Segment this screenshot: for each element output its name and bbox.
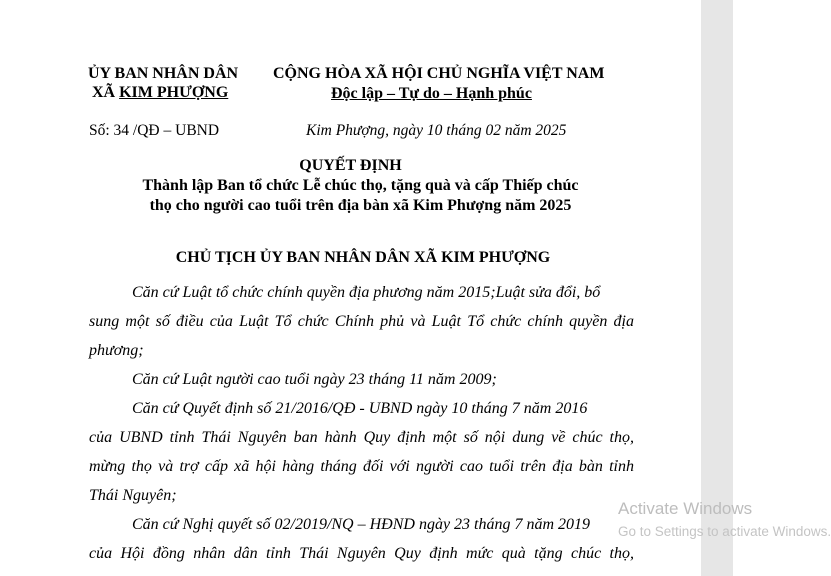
- activation-watermark-title: Activate Windows: [618, 499, 753, 518]
- body-line: Căn cứ Quyết định số 21/2016/QĐ - UBND ngày 10 tháng 7 năm 2016: [132, 400, 588, 417]
- document-number: Số: 34 /QĐ – UBND: [89, 122, 220, 139]
- body-line: của UBND tỉnh Thái Nguyên ban hành Quy định một số nội dung về chúc thọ,: [89, 429, 634, 446]
- national-motto-text: Độc lập – Tự do – Hạnh phúc: [331, 85, 532, 102]
- body-line: mừng thọ và trợ cấp xã hội hàng tháng đối với người cao tuổi trên địa bàn tỉnh: [89, 458, 634, 475]
- place-and-date: Kim Phượng, ngày 10 tháng 02 năm 2025: [306, 122, 567, 139]
- issuer-heading: CHỦ TỊCH ỦY BAN NHÂN DÂN XÃ KIM PHƯỢNG: [175, 249, 551, 266]
- document-body: [89, 278, 634, 568]
- issuing-org-prefix: XÃ: [92, 84, 116, 101]
- subject-line-2: thọ cho người cao tuổi trên địa bàn xã Kim Phượng năm 2025: [149, 197, 572, 214]
- body-line: sung một số điều của Luật Tổ chức Chính phủ và Luật Tổ chức chính quyền địa: [89, 313, 634, 330]
- national-motto: [331, 84, 532, 104]
- viewer-gutter: [701, 0, 733, 576]
- activation-watermark-hint: Go to Settings to activate Windows.: [618, 524, 831, 539]
- issuing-org-name: KIM PHƯỢNG: [119, 84, 229, 101]
- body-line: Căn cứ Nghị quyết số 02/2019/NQ – HĐND ngày 23 tháng 7 năm 2019: [132, 516, 591, 533]
- subject-line-1: Thành lập Ban tổ chức Lễ chúc thọ, tặng quà và cấp Thiếp chúc: [142, 177, 579, 194]
- issuing-org-line1: ỦY BAN NHÂN DÂN: [88, 65, 239, 82]
- national-title: CỘNG HÒA XÃ HỘI CHỦ NGHĨA VIỆT NAM: [273, 65, 605, 82]
- body-line: của Hội đồng nhân dân tỉnh Thái Nguyên Quy định mức quà tặng chúc thọ,: [89, 545, 634, 562]
- body-line: Căn cứ Luật tổ chức chính quyền địa phương năm 2015;Luật sửa đổi, bổ: [132, 284, 601, 301]
- document-type-title: QUYẾT ĐỊNH: [299, 157, 402, 174]
- body-line: Căn cứ Luật người cao tuổi ngày 23 tháng 11 năm 2009;: [132, 371, 497, 388]
- body-line: phương;: [89, 342, 144, 359]
- body-line: Thái Nguyên;: [89, 487, 177, 504]
- issuing-org-line2: [92, 83, 228, 103]
